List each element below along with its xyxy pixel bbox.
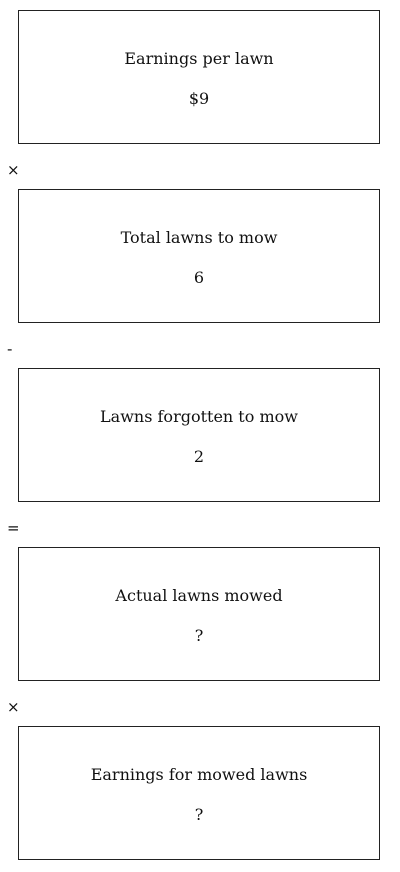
- equals-operator: =: [7, 519, 20, 537]
- box-value: 6: [193, 268, 205, 287]
- box-value: 2: [193, 447, 205, 466]
- multiply-operator: ×: [7, 161, 20, 179]
- multiply-operator: ×: [7, 698, 20, 716]
- box-label: Earnings per lawn: [124, 49, 274, 68]
- box-label: Total lawns to mow: [120, 228, 278, 247]
- earnings-mowed-lawns-box: [18, 726, 380, 860]
- lawns-forgotten-box: [18, 368, 380, 502]
- minus-operator: -: [7, 340, 13, 358]
- box-value: ?: [194, 805, 204, 824]
- actual-lawns-mowed-box: [18, 547, 380, 681]
- box-label: Earnings for mowed lawns: [90, 765, 308, 784]
- earnings-per-lawn-box: [18, 10, 380, 144]
- total-lawns-box: [18, 189, 380, 323]
- box-label: Lawns forgotten to mow: [100, 407, 298, 426]
- box-label: Actual lawns mowed: [115, 586, 283, 605]
- box-value: ?: [194, 626, 204, 645]
- box-value: $9: [188, 89, 210, 108]
